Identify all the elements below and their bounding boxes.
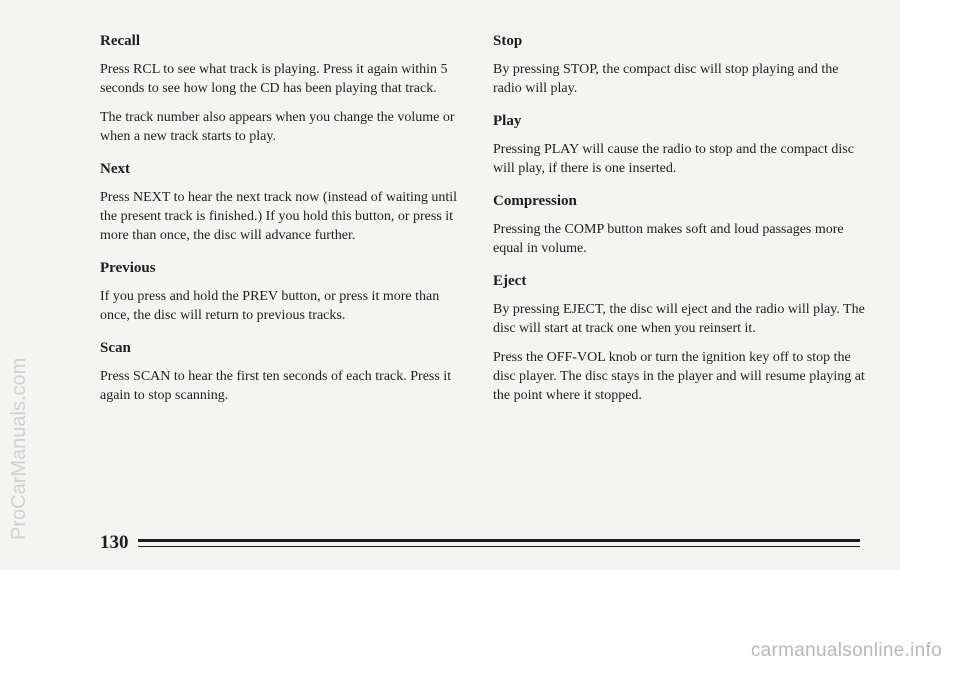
paragraph: By pressing EJECT, the disc will eject and the radio will play. The disc will start at track one when you reinsert it. bbox=[493, 302, 865, 336]
section-compression bbox=[493, 192, 868, 258]
heading-compression: Compression bbox=[493, 193, 577, 209]
heading-scan: Scan bbox=[100, 340, 131, 356]
page-footer bbox=[100, 530, 860, 558]
heading-play: Play bbox=[493, 113, 522, 129]
section-stop bbox=[493, 32, 868, 98]
side-watermark: ProCarManuals.com bbox=[8, 357, 30, 540]
paragraph: Press RCL to see what track is playing. Press it again within 5 seconds to see how long the CD has been playing that track. bbox=[100, 62, 448, 96]
heading-next: Next bbox=[100, 161, 130, 177]
footer-rule-thick bbox=[138, 539, 860, 542]
paragraph: Pressing the COMP button makes soft and loud passages more equal in volume. bbox=[493, 222, 844, 256]
section-play bbox=[493, 112, 868, 178]
paragraph: Press NEXT to hear the next track now (instead of waiting until the present track is finished.) If you hold this button, or press it more than once, the disc will advance further. bbox=[100, 190, 458, 243]
paragraph: Pressing PLAY will cause the radio to stop and the compact disc will play, if there is one inserted. bbox=[493, 142, 854, 176]
section-eject bbox=[493, 272, 868, 405]
footer-rule-thin bbox=[138, 546, 860, 547]
section-scan bbox=[100, 339, 460, 405]
heading-previous: Previous bbox=[100, 260, 156, 276]
page-number: 130 bbox=[100, 532, 129, 553]
section-recall bbox=[100, 32, 460, 146]
section-next bbox=[100, 160, 460, 245]
paragraph: Press the OFF-VOL knob or turn the ignition key off to stop the disc player. The disc stays in the player and will resume playing at the point where it stopped. bbox=[493, 350, 865, 403]
paragraph: If you press and hold the PREV button, or press it more than once, the disc will return to previous tracks. bbox=[100, 289, 440, 323]
section-previous bbox=[100, 259, 460, 325]
paragraph: The track number also appears when you change the volume or when a new track starts to play. bbox=[100, 110, 455, 144]
heading-eject: Eject bbox=[493, 273, 527, 289]
heading-recall: Recall bbox=[100, 33, 140, 49]
paragraph: By pressing STOP, the compact disc will stop playing and the radio will play. bbox=[493, 62, 839, 96]
site-watermark: carmanualsonline.info bbox=[750, 640, 942, 661]
right-column bbox=[493, 32, 868, 419]
heading-stop: Stop bbox=[493, 33, 523, 49]
paragraph: Press SCAN to hear the first ten seconds of each track. Press it again to stop scanning. bbox=[100, 369, 452, 403]
left-column bbox=[100, 32, 460, 419]
